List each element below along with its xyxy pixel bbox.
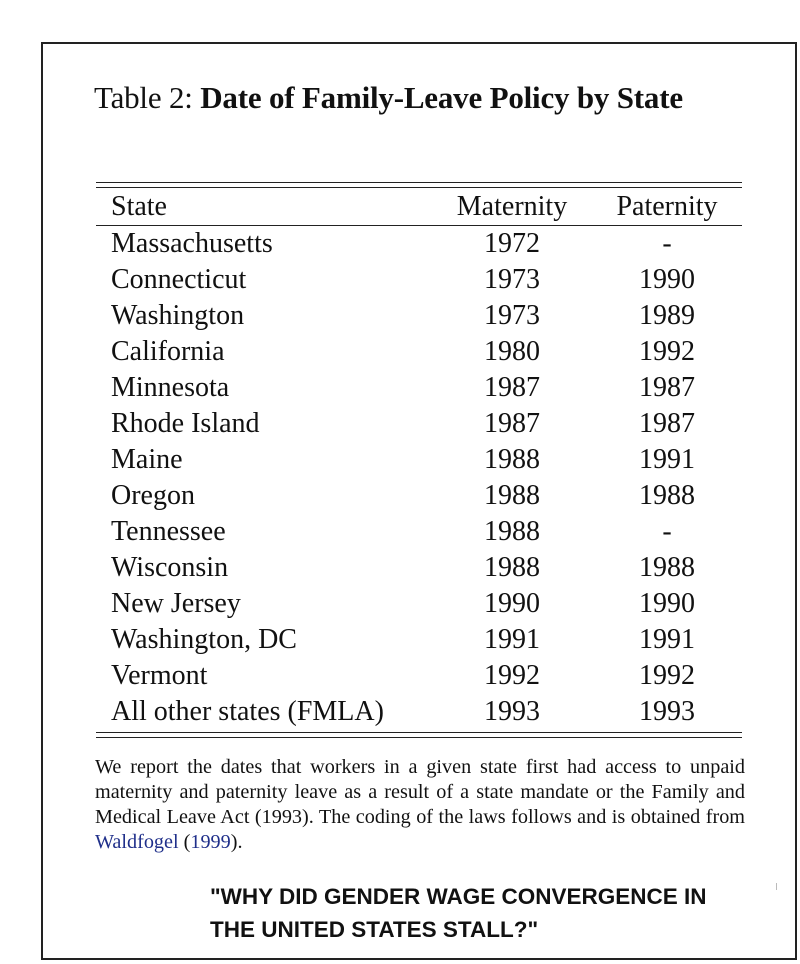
cell-maternity: 1990 <box>484 588 540 619</box>
cell-paternity: 1987 <box>639 372 695 403</box>
cell-paternity: 1988 <box>639 552 695 583</box>
table-row <box>96 406 742 442</box>
header-state: State <box>111 190 167 222</box>
stray-mark <box>776 883 777 890</box>
cell-paternity: 1993 <box>639 696 695 727</box>
caption-prefix: Table 2: <box>94 80 193 115</box>
table-row <box>96 658 742 694</box>
cell-state: Maine <box>111 444 183 475</box>
overlay-headline <box>210 880 770 946</box>
cell-state: Massachusetts <box>111 228 273 259</box>
cell-paternity: 1991 <box>639 444 695 475</box>
cell-maternity: 1988 <box>484 552 540 583</box>
bottom-rule-1 <box>96 732 742 733</box>
cell-paternity: 1990 <box>639 588 695 619</box>
citation-year-link[interactable]: 1999 <box>190 831 231 853</box>
cell-state: Rhode Island <box>111 408 260 439</box>
table-row <box>96 226 742 263</box>
cell-state: Connecticut <box>111 264 247 295</box>
header-paternity: Paternity <box>616 190 718 222</box>
cell-paternity: - <box>662 228 672 259</box>
cell-state: All other states (FMLA) <box>111 696 384 727</box>
table-note <box>95 755 745 855</box>
table-row <box>96 298 742 334</box>
note-text: We report the dates that workers in a given state first had access to unpaid maternity and paternity leave as a result of a state mandate or the Family and Medical Leave Act (1993). The coding of the laws follows and is obtained from <box>95 756 745 828</box>
cell-maternity: 1973 <box>484 300 540 331</box>
cell-paternity: 1992 <box>639 336 695 367</box>
cell-maternity: 1988 <box>484 480 540 511</box>
cell-state: Vermont <box>111 660 208 691</box>
cell-maternity: 1973 <box>484 264 540 295</box>
table-row <box>96 478 742 514</box>
cell-paternity: 1990 <box>639 264 695 295</box>
cell-maternity: 1988 <box>484 444 540 475</box>
header-maternity: Maternity <box>456 190 568 222</box>
table-header-row <box>96 188 742 226</box>
table-row <box>96 262 742 298</box>
table-row <box>96 370 742 406</box>
cell-maternity: 1987 <box>484 408 540 439</box>
cell-maternity: 1992 <box>484 660 540 691</box>
bottom-rule-2 <box>96 737 742 738</box>
cell-state: Washington, DC <box>111 624 297 655</box>
cell-maternity: 1988 <box>484 516 540 547</box>
table-row <box>96 550 742 586</box>
table-caption <box>94 80 683 116</box>
cell-state: California <box>111 336 225 367</box>
table-row <box>96 694 742 730</box>
cell-state: Minnesota <box>111 372 230 403</box>
headline-line-1: "WHY DID GENDER WAGE CONVERGENCE IN <box>210 884 707 909</box>
cell-paternity: - <box>662 516 672 547</box>
table-body <box>96 226 742 731</box>
citation-author-link[interactable]: Waldfogel <box>95 831 179 853</box>
cell-paternity: 1987 <box>639 408 695 439</box>
table-row <box>96 586 742 622</box>
cell-paternity: 1988 <box>639 480 695 511</box>
cell-state: Wisconsin <box>111 552 229 583</box>
cell-maternity: 1991 <box>484 624 540 655</box>
cell-maternity: 1987 <box>484 372 540 403</box>
table-row <box>96 622 742 658</box>
cell-state: Oregon <box>111 480 195 511</box>
citation-close: ). <box>230 831 243 853</box>
top-rule-1 <box>96 182 742 183</box>
table-row <box>96 442 742 478</box>
cell-paternity: 1989 <box>639 300 695 331</box>
cell-maternity: 1980 <box>484 336 540 367</box>
cell-state: Washington <box>111 300 245 331</box>
cell-maternity: 1972 <box>484 228 540 259</box>
table-row <box>96 334 742 370</box>
cell-paternity: 1992 <box>639 660 695 691</box>
cell-paternity: 1991 <box>639 624 695 655</box>
cell-maternity: 1993 <box>484 696 540 727</box>
family-leave-table <box>96 188 742 730</box>
cell-state: New Jersey <box>111 588 241 619</box>
headline-line-2: THE UNITED STATES STALL?" <box>210 917 539 942</box>
caption-title: Date of Family-Leave Policy by State <box>200 80 683 115</box>
table-row <box>96 514 742 550</box>
citation-open-paren: ( <box>183 831 191 853</box>
cell-state: Tennessee <box>111 516 226 547</box>
